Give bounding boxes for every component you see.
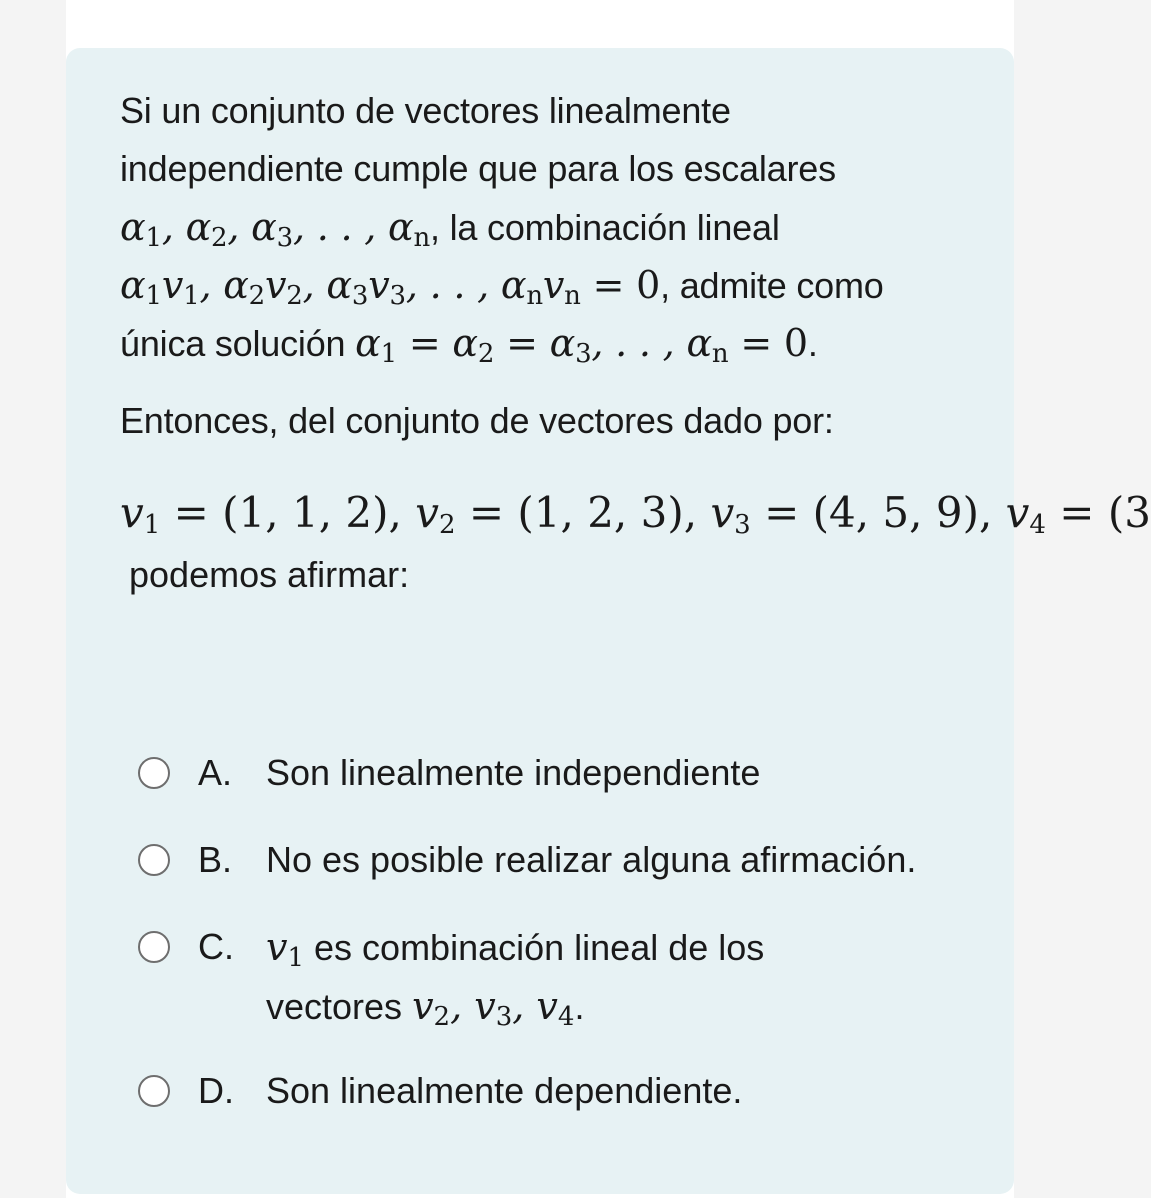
option-d-text: Son linealmente dependiente. <box>266 1070 743 1111</box>
option-c-radio[interactable] <box>138 931 170 963</box>
question-intro: Entonces, del conjunto de vectores dado por: <box>120 400 834 441</box>
option-a-text: Son linealmente independiente <box>266 752 761 793</box>
option-c-line-2 <box>266 977 764 1036</box>
vector-v2-value: = (1, 2, 3), <box>455 488 711 537</box>
paragraph-gap <box>120 372 980 392</box>
option-c-line-1-text: es combinación lineal de los <box>304 927 765 968</box>
vectors-math: $v_1 = (1$, 1, 2), $v_2 = (1$, 2, 3), $v_3 = (4$, 5, 9), $v_4 = (3$ <box>120 488 1151 540</box>
solution-equals-zero: = 0 <box>728 321 808 365</box>
question-text <box>120 82 980 450</box>
answer-options <box>138 744 998 1149</box>
question-afirmar: podemos afirmar: <box>129 554 410 595</box>
question-line-1 <box>120 82 980 140</box>
option-c-line-2-head: vectores <box>266 986 413 1027</box>
question-line-2 <box>120 140 980 198</box>
scalars-math: $\alpha_1$, $\alpha_2$, $\alpha_3$, . . , $\alpha_n$ <box>120 205 431 253</box>
question-line-1-text: Si un conjunto de vectores linealmente <box>120 90 731 131</box>
question-line-3-tail: , la combinación lineal <box>430 207 780 248</box>
question-line-4 <box>120 256 980 314</box>
option-b-letter: B. <box>198 839 233 880</box>
question-line-5-head: única solución <box>120 323 356 364</box>
option-d[interactable] <box>138 1062 998 1149</box>
option-c[interactable] <box>138 918 998 1062</box>
combination-math: $\alpha_1v_1$, $\alpha_2v_2$, $\alpha_3v_3$, . . , $\alpha_nv_n$ <box>120 263 581 311</box>
combination-equals-zero: = 0 <box>580 263 661 307</box>
option-c-text <box>266 918 764 1036</box>
option-b-radio[interactable] <box>138 844 170 876</box>
option-a[interactable] <box>138 744 998 831</box>
option-a-radio[interactable] <box>138 757 170 789</box>
question-line-5-period: . <box>807 323 818 364</box>
question-intro-line <box>120 392 980 450</box>
option-d-letter: D. <box>198 1070 234 1111</box>
question-card <box>66 48 1151 1194</box>
vector-v4-value: = (3 <box>1045 488 1151 537</box>
question-line-2-text: independiente cumple que para los escalares <box>120 148 836 189</box>
question-line-4-tail: , admite como <box>660 265 884 306</box>
vector-v1-value: = (1, 1, 2), <box>160 488 416 537</box>
option-c-v1-math: $v_1$ <box>266 925 305 973</box>
option-d-radio[interactable] <box>138 1075 170 1107</box>
option-b[interactable] <box>138 831 998 918</box>
vector-v3-value: = (4, 5, 9), <box>750 488 1006 537</box>
option-c-line-1 <box>266 918 764 977</box>
question-line-3 <box>120 198 980 256</box>
option-b-text: No es posible realizar alguna afirmación. <box>266 839 917 880</box>
option-c-vectors-math: $v_2$, $v_3$, $v_4$ <box>412 984 575 1032</box>
option-c-letter: C. <box>198 926 234 967</box>
option-c-line-2-tail: . <box>574 986 585 1027</box>
question-line-5 <box>120 314 980 372</box>
solution-math: $\alpha_1 = \alpha_2 = \alpha_3$, . . , $\alpha_n$ <box>355 321 729 369</box>
option-a-letter: A. <box>198 752 233 793</box>
